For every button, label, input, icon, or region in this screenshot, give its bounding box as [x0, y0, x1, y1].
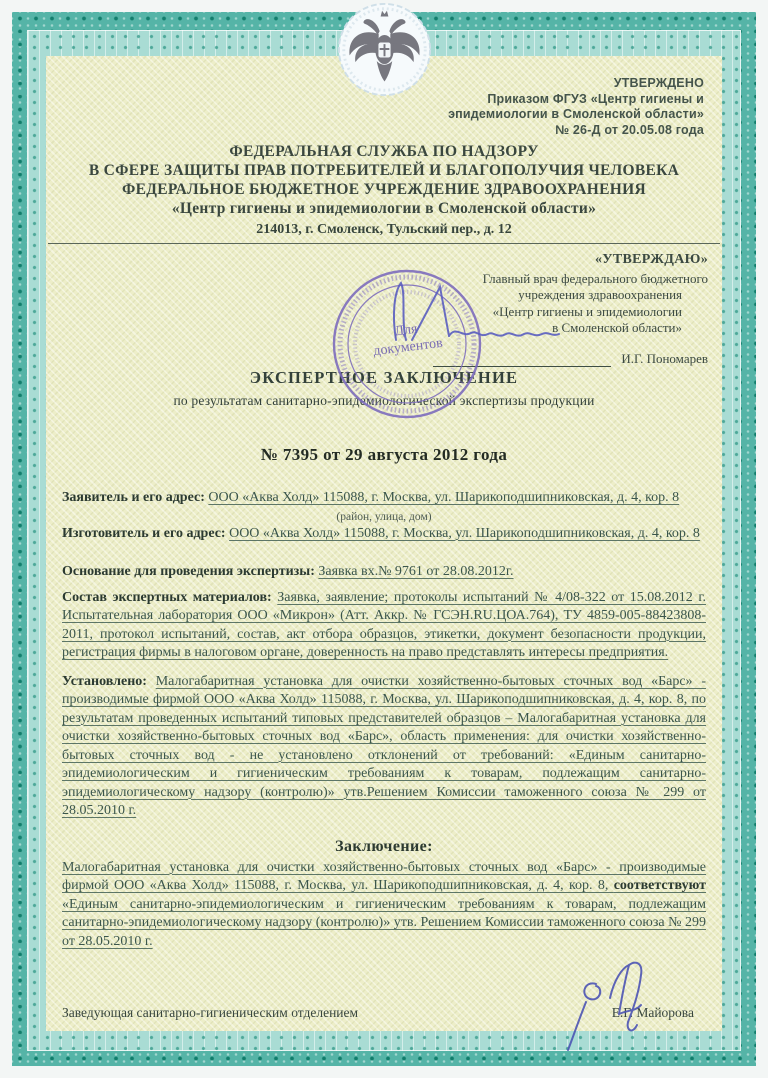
- department-head-signature: [556, 952, 676, 1057]
- approve-line: учреждения здравоохранения: [518, 287, 682, 302]
- footer-name: Е.Г. Майорова: [611, 1005, 694, 1020]
- approval-order-line: эпидемиологии в Смоленской области»: [448, 107, 704, 121]
- manufacturer-label: Изготовитель и его адрес:: [62, 525, 226, 541]
- basis-field: [62, 563, 706, 582]
- org-address: 214013, г. Смоленск, Тульский пер., д. 12: [48, 222, 720, 244]
- approval-order-line: Приказом ФГУЗ «Центр гигиены и: [487, 91, 704, 106]
- approval-order-line: УТВЕРЖДЕНО: [613, 76, 704, 90]
- org-header-line: ФЕДЕРАЛЬНОЕ БЮДЖЕТНОЕ УЧРЕЖДЕНИЕ ЗДРАВООХРАНЕНИЯ: [122, 181, 646, 198]
- document-number: № 7395 от 29 августа 2012 года: [260, 445, 508, 464]
- document-body: [46, 56, 722, 1031]
- organization-header: [62, 142, 706, 218]
- established-label: Установлено:: [62, 673, 147, 689]
- approve-title: «УТВЕРЖДАЮ»: [595, 252, 708, 267]
- conclusion-text-end: «Единым санитарно-эпидемиологическим и гигиеническим требованиям к товарам, подлежащим санитарно-эпидемиологическому надзору (контролю)» утв. Решением Комиссии таможенного союза № 299 от 28.05.2010 г.: [62, 896, 706, 949]
- approve-line: в Смоленской области»: [552, 320, 682, 335]
- applicant-value: ООО «Аква Холд» 115088, г. Москва, ул. Шарикоподшипниковская, д. 4, кор. 8: [208, 490, 680, 505]
- org-header-line: ФЕДЕРАЛЬНАЯ СЛУЖБА ПО НАДЗОРУ: [229, 143, 539, 160]
- manufacturer-field: [62, 525, 706, 544]
- conclusion-text: [62, 859, 706, 952]
- expert-subtitle: по результатам санитарно-эпидемиологической экспертизы продукции: [173, 393, 595, 408]
- coat-of-arms-icon: [336, 0, 433, 99]
- approve-line: Главный врач федерального бюджетного: [482, 270, 708, 286]
- conclusion-heading: Заключение:: [335, 837, 433, 855]
- stamp-text: Для документов: [372, 321, 444, 360]
- footer-position: Заведующая санитарно-гигиеническим отделением: [62, 1005, 359, 1020]
- established-field: [62, 673, 706, 821]
- applicant-hint: (район, улица, дом): [336, 511, 432, 523]
- conclusion-text-bold: соответствуют: [613, 878, 706, 893]
- materials-label: Состав экспертных материалов:: [62, 589, 272, 605]
- applicant-label: Заявитель и его адрес:: [62, 490, 205, 505]
- materials-value: Заявка, заявление; протоколы испытаний № 4/08-322 от 15.08.2012 г. Испытательная лаборатория ООО «Микрон» (Атт. Аккр. № ГСЭН.RU.ЦОА.764), ТУ 4859-005-88423808-2011, протокол испытаний, состав, акт отбора образцов, этикетки, документ безопасности продукции, регистрация фирмы в налоговом органе, доверенность на право представлять интересы предприятия.: [62, 589, 707, 660]
- expert-title: ЭКСПЕРТНОЕ ЗАКЛЮЧЕНИЕ: [249, 368, 519, 387]
- manufacturer-value: ООО «Аква Холд» 115088, г. Москва, ул. Шарикоподшипниковская, д. 4, кор. 8: [229, 525, 700, 541]
- org-header-line: В СФЕРЕ ЗАЩИТЫ ПРАВ ПОТРЕБИТЕЛЕЙ И БЛАГОПОЛУЧИЯ ЧЕЛОВЕКА: [88, 162, 680, 179]
- applicant-field: [62, 489, 706, 523]
- established-value: Малогабаритная установка для очистки хозяйственно-бытовых сточных вод «Барс» - производимые фирмой ООО «Аква Холд» 115088, г. Москва, ул. Шарикоподшипниковская, д. 4, кор. 8, по результатам проведенных испытаний типовых представителей образцов – Малогабаритная установка для очистки хозяйственно-бытовых сточных вод «Барс», область применения: для очистки хозяйственно-бытовых сточных вод - не установлено отклонений от требований: «Единым санитарно-эпидемиологическим и гигиеническим требованиям к товарам, подлежащим санитарно-эпидемиологическому надзору (контролю)» утв.Решением Комиссии таможенного союза № 299 от 28.05.2010 г.: [62, 673, 707, 818]
- basis-label: Основание для проведения экспертизы:: [62, 564, 315, 579]
- approval-order-line: № 26-Д от 20.05.08 года: [555, 122, 704, 137]
- chief-doctor-name: И.Г. Пономарев: [621, 350, 708, 366]
- conclusion-text-start: Малогабаритная установка для очистки хозяйственно-бытовых сточных вод «Барс» - производимые фирмой ООО «Аква Холд» 115088, г. Москва, ул. Шарикоподшипниковская, д. 4, кор. 8,: [62, 859, 706, 893]
- org-header-line: «Центр гигиены и эпидемиологии в Смоленской области»: [171, 200, 597, 217]
- chief-doctor-signature: [380, 270, 635, 354]
- basis-value: Заявка вх.№ 9761 от 28.08.2012г.: [318, 564, 514, 579]
- approve-line: «Центр гигиены и эпидемиологии: [492, 303, 682, 319]
- materials-field: [62, 589, 706, 663]
